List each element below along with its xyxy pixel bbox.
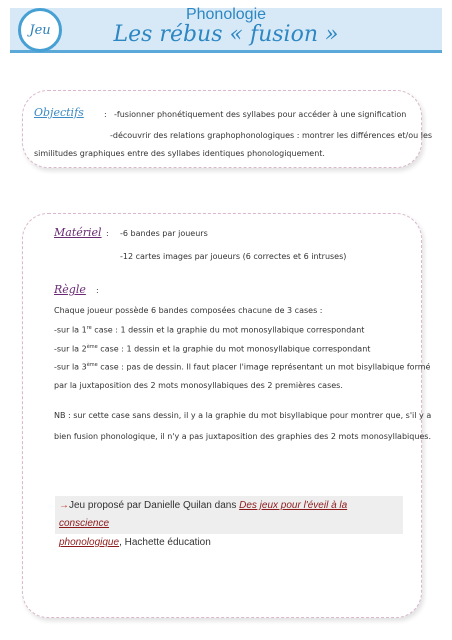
regle-intro: Chaque joueur possède 6 bandes composées chacune de 3 cases : bbox=[54, 306, 323, 315]
materiel-item1: -6 bandes par joueurs bbox=[120, 229, 208, 238]
credit-book-link[interactable]: Des jeux pour l'éveil à la conscience bbox=[59, 500, 348, 529]
regle-colon: : bbox=[96, 286, 99, 295]
header-rule bbox=[10, 50, 442, 53]
credit-line1 bbox=[55, 496, 403, 534]
objectifs-label: Objectifs bbox=[34, 106, 84, 119]
objectifs-line1: -fusionner phonétiquement des syllabes pour accéder à une signification bbox=[114, 110, 407, 119]
credit-text1: Jeu proposé par Danielle Quilan dans bbox=[69, 500, 240, 511]
doc-subtitle: Les rébus « fusion » bbox=[113, 22, 339, 47]
objectifs-colon: : bbox=[104, 110, 107, 119]
credit-book-link-cont[interactable]: phonologique bbox=[59, 537, 120, 548]
objectifs-line2b: similitudes graphiques entre des syllabes identiques phonologiquement. bbox=[34, 149, 325, 158]
materiel-colon: : bbox=[106, 229, 109, 238]
objectifs-line2a: -découvrir des relations graphophonologiques : montrer les différences et/ou les bbox=[110, 131, 433, 140]
arrow-icon: → bbox=[59, 500, 69, 511]
regle-case1: -sur la 1re case : 1 dessin et la graphie du mot monosyllabique correspondant bbox=[54, 325, 365, 335]
regle-label: Règle bbox=[54, 283, 86, 296]
regle-nb1: NB : sur cette case sans dessin, il y a la graphie du mot bisyllabique pour montrer que, s'il y a bbox=[54, 411, 432, 420]
regle-case3-cont: par la juxtaposition des 2 mots monosyllabiques des 2 premières cases. bbox=[54, 381, 343, 390]
credit-text2: , Hachette éducation bbox=[119, 537, 211, 548]
badge-label: Jeu bbox=[29, 22, 51, 38]
materiel-label: Matériel bbox=[54, 226, 102, 239]
regle-case2: -sur la 2ème case : 1 dessin et la graphie du mot monosyllabique correspondant bbox=[54, 344, 371, 354]
doc-title: Phonologie bbox=[185, 6, 267, 23]
regle-nb2: bien fusion phonologique, il n'y a pas juxtaposition des graphies des 2 mots monosyllabiques. bbox=[54, 432, 432, 441]
credit-line2 bbox=[55, 534, 403, 552]
credit-block bbox=[55, 496, 403, 552]
materiel-item2: -12 cartes images par joueurs (6 correctes et 6 intruses) bbox=[120, 252, 347, 261]
regle-case3: -sur la 3ème case : pas de dessin. Il faut placer l'image représentant un mot bisyllabique formé bbox=[54, 362, 431, 372]
